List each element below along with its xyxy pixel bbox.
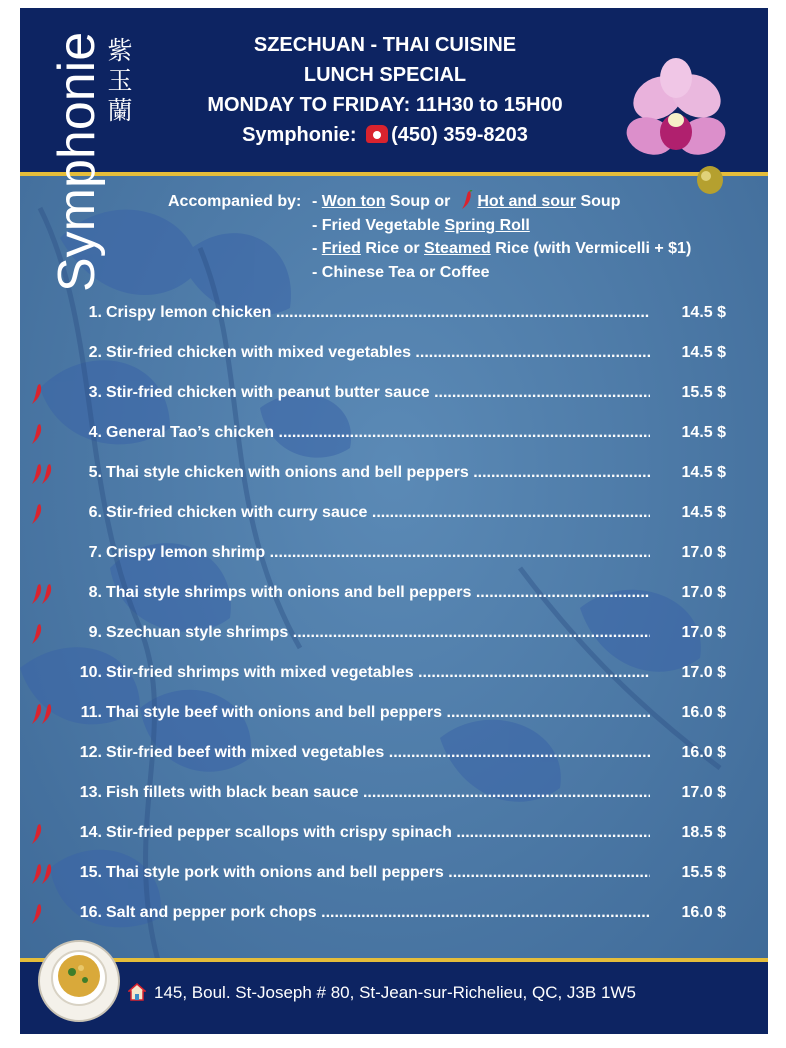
menu-item-number: 9. [88,624,102,641]
menu-item [20,498,768,528]
menu-item [20,378,768,408]
brand-name: Symphonie [48,31,106,292]
menu-item-price: 18.5 $ [681,824,726,841]
menu-item [20,738,768,768]
menu-item-number: 11. [80,704,102,721]
phone-line [170,120,600,150]
menu-item-price: 14.5 $ [681,504,726,521]
menu-item [20,538,768,568]
menu-item [20,858,768,888]
menu-item [20,698,768,728]
menu-item [20,818,768,848]
lunch-special-title: LUNCH SPECIAL [303,64,467,86]
menu-item-name: Stir-fried chicken with curry sauce ..... [106,498,650,528]
chinese-characters [102,36,138,126]
orchid-flower-icon [620,56,730,196]
opening-hours: MONDAY TO FRIDAY: 11H30 to 15H00 [207,94,563,116]
menu-item-number: 6. [88,504,102,521]
menu-item-number: 8. [88,584,102,601]
menu-item-price: 14.5 $ [681,344,726,361]
double-chili-pepper-icon [30,862,54,886]
menu-item-price: 17.0 $ [681,544,726,561]
menu-item-price: 15.5 $ [681,384,726,401]
menu-item-price: 16.0 $ [681,904,726,921]
menu-item-name: Salt and pepper pork chops ..... [106,898,650,928]
menu-item-price: 17.0 $ [681,624,726,641]
menu-item [20,898,768,928]
address-text: 145, Boul. St-Joseph # 80, St-Jean-sur-Richelieu, QC, J3B 1W5 [154,983,636,1002]
menu-item-number: 3. [88,384,102,401]
menu-item-name: Crispy lemon chicken ..... [106,298,650,328]
chili-pepper-icon [30,822,44,846]
menu-item-name: Stir-fried chicken with peanut butter sauce ..... [106,378,650,408]
menu-item-number: 13. [79,784,102,801]
chili-pepper-icon [30,502,44,526]
menu-item-price: 14.5 $ [681,424,726,441]
accompaniment-soup: - Won ton Soup or Hot and sour Soup [312,190,691,214]
menu-item-number: 16. [79,904,102,921]
double-chili-pepper-icon [30,462,54,486]
menu-item-name: Stir-fried chicken with mixed vegetables ..... [106,338,650,368]
cjk-char-3: 蘭 [107,96,133,125]
double-chili-pepper-icon [30,702,54,726]
menu-item-number: 10. [79,664,102,681]
menu-item-name: Thai style beef with onions and bell peppers ..... [106,698,650,728]
menu-item [20,658,768,688]
menu-item-name: Stir-fried pepper scallops with crispy spinach ..... [106,818,650,848]
accompaniment-spring-roll: - Fried Vegetable Spring Roll [312,216,530,234]
house-icon [128,983,146,1001]
accompanied-label: Accompanied by: [168,193,302,210]
menu-item-number: 5. [88,464,102,481]
double-chili-pepper-icon [30,582,54,606]
menu-item-price: 14.5 $ [681,304,726,321]
menu-item [20,578,768,608]
menu-item-price: 17.0 $ [681,664,726,681]
menu-item [20,338,768,368]
chili-pepper-icon [30,422,44,446]
menu-item-price: 16.0 $ [681,704,726,721]
menu-item-name: Thai style pork with onions and bell peppers ..... [106,858,650,888]
chili-pepper-icon [30,622,44,646]
cuisine-title: SZECHUAN - THAI CUISINE [253,34,517,56]
menu-item-price: 16.0 $ [681,744,726,761]
menu-item-number: 1. [88,304,102,321]
menu-item-name: Szechuan style shrimps ..... [106,618,650,648]
phone-label: Symphonie: [242,124,357,146]
menu-item-name: Thai style shrimps with onions and bell peppers ..... [106,578,650,608]
chili-pepper-icon [460,190,474,210]
menu-item [20,458,768,488]
menu-item-price: 15.5 $ [681,864,726,881]
menu-item-name: Stir-fried shrimps with mixed vegetables ..... [106,658,650,688]
menu-item [20,298,768,328]
telephone-icon [366,125,388,143]
accompaniment-rice: - Fried Rice or Steamed Rice (with Vermicelli + $1) [312,240,692,257]
accompaniment-list [312,190,691,284]
menu-item-number: 14. [79,824,102,841]
menu-item [20,778,768,808]
menu-item-price: 17.0 $ [681,584,726,601]
menu-item-number: 12. [79,744,102,761]
menu-item-name: General Tao’s chicken ..... [106,418,650,448]
menu-item-name: Stir-fried beef with mixed vegetables ..... [106,738,650,768]
accompaniment-drink: - Chinese Tea or Coffee [312,263,490,281]
address-line [128,983,636,1003]
phone-number: (450) 359-8203 [391,124,528,146]
menu-item-number: 15. [79,864,102,881]
chili-pepper-icon [30,382,44,406]
cjk-char-1: 紫 [107,36,133,65]
menu-item-price: 14.5 $ [681,464,726,481]
menu-page [20,8,768,1034]
menu-item-number: 4. [88,424,102,441]
menu-item [20,618,768,648]
menu-item-name: Crispy lemon shrimp ..... [106,538,650,568]
cjk-char-2: 玉 [107,66,133,95]
menu-item [20,418,768,448]
menu-item-name: Thai style chicken with onions and bell peppers ..... [106,458,650,488]
soup-bowl-icon [36,938,122,1024]
menu-item-number: 7. [88,544,102,561]
menu-item-name: Fish fillets with black bean sauce ..... [106,778,650,808]
menu-item-number: 2. [88,344,102,361]
chili-pepper-icon [30,902,44,926]
header-title [170,30,600,150]
menu-item-price: 17.0 $ [681,784,726,801]
